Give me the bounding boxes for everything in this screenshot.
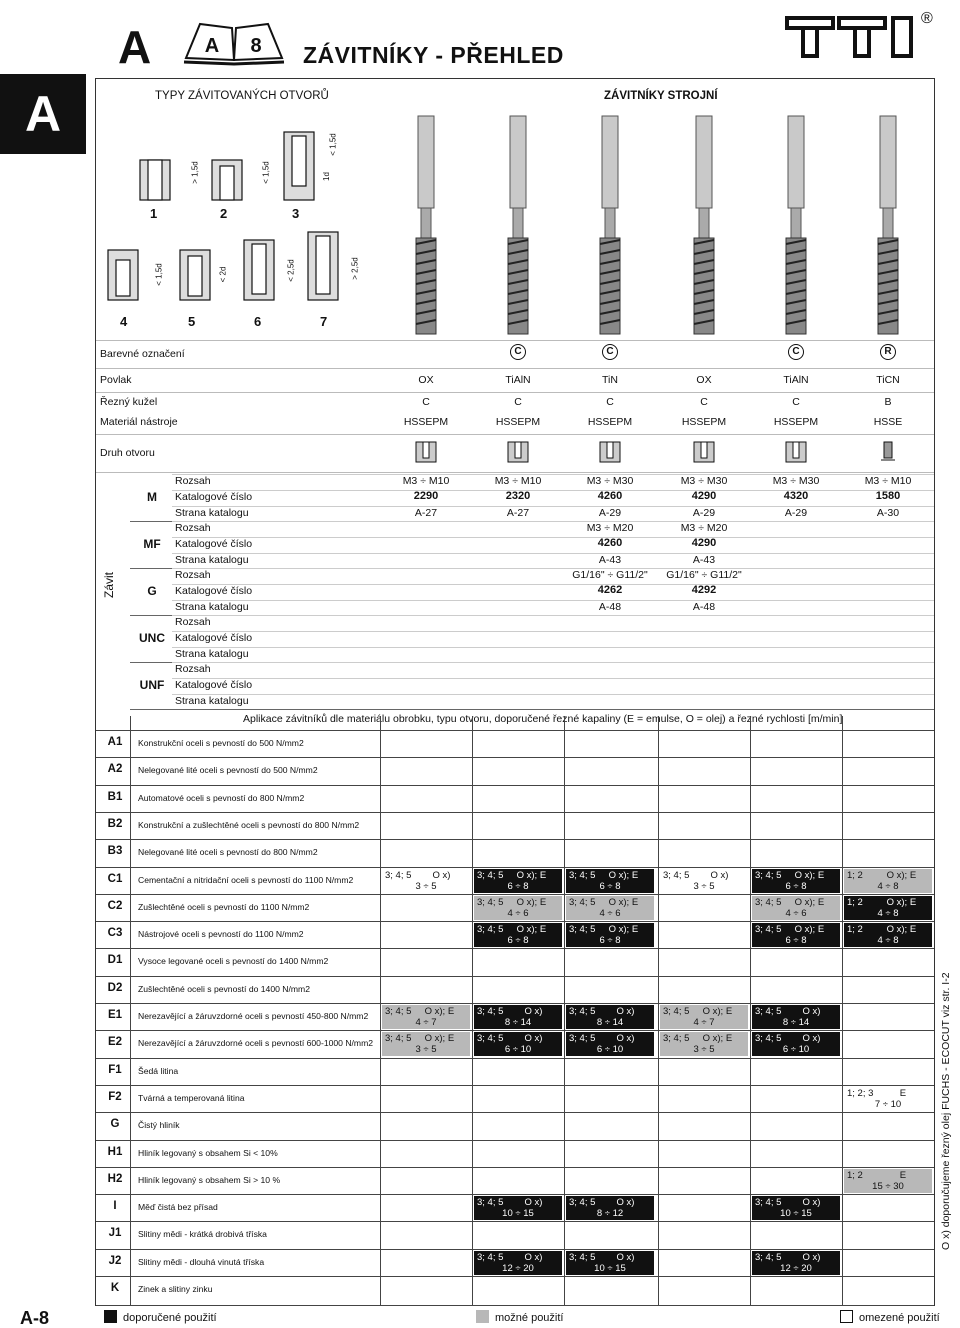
material-code: I — [113, 1200, 117, 1213]
section-letter: A — [118, 21, 152, 73]
application-coolant: 3; 4; 5 O x); E — [755, 896, 825, 908]
hole-kind-icon — [877, 440, 899, 466]
application-speed: 4 ÷ 8 — [877, 880, 899, 892]
material-name: Hliník legovaný s obsahem Si < 10% — [138, 1147, 278, 1158]
application-cell — [844, 869, 932, 893]
material-name: Automatové oceli s pevností do 800 N/mm2 — [138, 792, 305, 803]
thread-row-line — [172, 553, 934, 554]
material-code: C3 — [107, 927, 123, 940]
label-thread: Závit — [102, 571, 116, 598]
color-code-badge: R — [880, 344, 896, 360]
legend-limited-label: omezené použití — [859, 1312, 940, 1324]
thread-group-unf: UNF — [139, 678, 165, 692]
color-code-6 — [842, 344, 934, 360]
thread-rozsah-4: G1/16" ÷ G11/2" — [666, 569, 742, 581]
application-coolant: 3; 4; 5 O x); E — [385, 1006, 455, 1017]
material-name: Nerezavějící a žáruvzdorné oceli s pevností 600-1000 N/mm2 — [138, 1038, 374, 1049]
application-cell — [660, 1005, 748, 1029]
thread-row-line — [172, 631, 934, 632]
material-code: F1 — [108, 1063, 122, 1076]
application-speed: 6 ÷ 8 — [507, 935, 529, 947]
coating-2: TiAlN — [505, 374, 531, 386]
application-speed: 3 ÷ 5 — [415, 1044, 437, 1056]
application-coolant: 3; 4; 5 O x); E — [477, 896, 547, 908]
legend-recommended — [104, 1310, 217, 1324]
material-name: Zinek a slitiny zinku — [138, 1284, 213, 1294]
thread-row-line — [172, 521, 934, 522]
application-speed: 15 ÷ 30 — [872, 1180, 904, 1192]
thread-rozsah-6: M3 ÷ M10 — [864, 475, 912, 487]
material-row-g — [96, 1112, 934, 1139]
thread-sub-label: Katalogové číslo — [175, 632, 253, 644]
application-cell — [844, 1169, 932, 1193]
application-coolant: 3; 4; 5 O x) — [477, 1006, 543, 1017]
application-coolant: 3; 4; 5 O x) — [385, 869, 451, 881]
application-cell — [382, 1032, 470, 1056]
material-code: D1 — [107, 954, 123, 967]
application-cell — [474, 1251, 562, 1275]
application-coolant: 3; 4; 5 O x) — [755, 1006, 821, 1017]
color-code-badge: C — [510, 344, 526, 360]
coating-6: TiCN — [876, 374, 900, 386]
application-speed: 3 ÷ 5 — [693, 1044, 715, 1056]
application-coolant: 3; 4; 5 O x); E — [477, 869, 547, 881]
material-row-k — [96, 1276, 934, 1303]
thread-row-line — [172, 600, 934, 601]
label-color-code: Barevné označení — [100, 348, 185, 360]
hole-num-3: 3 — [292, 206, 300, 221]
application-cell — [752, 1196, 840, 1220]
thread-strana-3: A-43 — [598, 554, 622, 566]
thread-kat-3: 4260 — [597, 490, 623, 502]
application-cell — [566, 1196, 654, 1220]
material-name: Zušlechtěné oceli s pevností do 1100 N/mm2 — [138, 901, 310, 912]
tti-logo — [785, 10, 935, 60]
material-name: Cementační a nitridační oceli s pevností do 1100 N/mm2 — [138, 874, 354, 885]
application-cell — [752, 1251, 840, 1275]
thread-rozsah-2: M3 ÷ M10 — [494, 475, 542, 487]
application-cell — [844, 923, 932, 947]
application-cell — [752, 1032, 840, 1056]
table-bottom-line — [96, 1305, 934, 1306]
thread-group-line — [130, 709, 934, 710]
material-code: D2 — [107, 981, 123, 994]
thread-strana-4: A-29 — [692, 507, 716, 519]
thread-kat-4: 4290 — [691, 537, 717, 549]
material-name: Zušlechtěné oceli s pevností do 1400 N/mm2 — [138, 983, 310, 994]
thread-kat-3: 4260 — [597, 537, 623, 549]
application-cell — [752, 923, 840, 947]
material-name: Nástrojové oceli s pevností do 1100 N/mm2 — [138, 929, 304, 940]
material-code: B3 — [107, 845, 123, 858]
material-code: J1 — [108, 1227, 122, 1240]
hole-num-7: 7 — [320, 314, 328, 329]
thread-rozsah-4: M3 ÷ M30 — [680, 475, 728, 487]
thread-group-m: M — [147, 490, 157, 504]
application-speed: 6 ÷ 8 — [785, 935, 807, 947]
application-coolant: 1; 2 O x); E — [847, 869, 917, 881]
thread-row-line — [172, 568, 934, 569]
book-icon — [180, 18, 288, 68]
label-tool-material: Materiál nástroje — [100, 416, 178, 428]
legend-limited — [840, 1310, 940, 1324]
page-number: A-8 — [20, 1308, 50, 1328]
material-code: C2 — [107, 899, 123, 912]
hole-6-depth: < 2,5d — [286, 259, 296, 282]
application-coolant: 3; 4; 5 O x) — [569, 1197, 635, 1209]
material-4: HSSEPM — [681, 416, 727, 428]
application-coolant: 3; 4; 5 O x); E — [663, 1033, 733, 1045]
material-5: HSSEPM — [773, 416, 819, 428]
color-code-5 — [750, 344, 842, 360]
cone-2: C — [514, 396, 522, 408]
thread-row-line — [172, 662, 934, 663]
cone-1: C — [422, 396, 430, 408]
thread-rozsah-1: M3 ÷ M10 — [402, 475, 450, 487]
material-name: Nelegované lité oceli s pevností do 800 N/mm2 — [138, 847, 318, 858]
application-speed: 6 ÷ 8 — [507, 880, 529, 892]
tap-image-5 — [750, 114, 842, 338]
tap-image-4 — [658, 114, 750, 338]
hole-num-1: 1 — [150, 206, 158, 221]
hole-kind-icon — [599, 440, 621, 466]
thread-kat-4: 4292 — [691, 584, 717, 596]
application-cell — [566, 1032, 654, 1056]
hole-num-4: 4 — [120, 314, 128, 329]
hole-kind-icon — [785, 440, 807, 466]
material-code: E2 — [107, 1036, 123, 1049]
coating-1: OX — [418, 374, 434, 386]
material-name: Nelegované lité oceli s pevností do 500 N/mm2 — [138, 765, 318, 776]
material-code: A2 — [107, 763, 123, 776]
application-coolant: 3; 4; 5 O x) — [569, 1251, 635, 1263]
application-coolant: 3; 4; 5 O x); E — [569, 896, 639, 908]
thread-row-line — [172, 647, 934, 648]
application-cell — [566, 1005, 654, 1029]
application-speed: 4 ÷ 7 — [415, 1017, 437, 1028]
thread-sub-label: Katalogové číslo — [175, 491, 253, 503]
material-name: Slitiny mědi - krátká drobivá tříska — [138, 1229, 267, 1240]
application-coolant: 3; 4; 5 O x) — [477, 1033, 543, 1045]
application-cell — [566, 923, 654, 947]
application-speed: 8 ÷ 14 — [504, 1017, 532, 1028]
material-name: Šedá litina — [138, 1065, 179, 1076]
material-name: Měď čistá bez přísad — [138, 1202, 218, 1213]
application-cell — [474, 869, 562, 893]
thread-row-line — [172, 694, 934, 695]
thread-sub-label: Rozsah — [175, 522, 211, 534]
hole-kind-icon — [507, 440, 529, 466]
application-coolant: 3; 4; 5 O x) — [569, 1006, 635, 1017]
thread-rozsah-3: M3 ÷ M20 — [586, 522, 634, 534]
label-hole-kind: Druh otvoru — [100, 447, 155, 459]
thread-rozsah-3: G1/16" ÷ G11/2" — [572, 569, 648, 581]
application-coolant: 3; 4; 5 O x); E — [755, 869, 825, 881]
thread-row-line — [172, 678, 934, 679]
material-name: Konstrukční a zušlechtěné oceli s pevností do 800 N/mm2 — [138, 819, 360, 830]
hole-num-2: 2 — [220, 206, 228, 221]
book-code-num: 8 — [250, 35, 262, 57]
thread-row-line — [172, 615, 934, 616]
application-speed: 4 ÷ 6 — [507, 907, 529, 919]
application-coolant: 1; 2 E — [847, 1169, 907, 1181]
thread-kat-5: 4320 — [783, 490, 809, 502]
hole-3-extra: 1d — [321, 172, 331, 181]
application-speed: 10 ÷ 15 — [780, 1208, 812, 1220]
thread-strana-6: A-30 — [876, 507, 900, 519]
hole-5-depth: < 2d — [218, 266, 228, 283]
material-name: Vysoce legované oceli s pevností do 1400 N/mm2 — [138, 956, 329, 967]
thread-rozsah-5: M3 ÷ M30 — [772, 475, 820, 487]
application-coolant: 3; 4; 5 O x); E — [569, 924, 639, 936]
thread-kat-2: 2320 — [505, 490, 531, 502]
legend-swatch-black — [104, 1310, 117, 1323]
thread-strana-4: A-48 — [692, 601, 716, 613]
material-code: G — [110, 1118, 120, 1131]
label-coating: Povlak — [100, 374, 132, 386]
thread-sub-label: Strana katalogu — [175, 695, 249, 707]
application-coolant: 3; 4; 5 O x); E — [385, 1033, 455, 1045]
application-coolant: 1; 2 O x); E — [847, 896, 917, 908]
application-coolant: 3; 4; 5 O x) — [477, 1197, 543, 1209]
material-name: Slitiny mědi - dlouhá vinutá tříska — [138, 1256, 265, 1267]
application-speed: 4 ÷ 7 — [693, 1017, 715, 1028]
application-speed: 4 ÷ 6 — [599, 907, 621, 919]
subheader-hole-types: TYPY ZÁVITOVANÝCH OTVORŮ — [155, 90, 329, 102]
application-speed: 10 ÷ 15 — [594, 1262, 626, 1274]
material-code: F2 — [108, 1090, 122, 1103]
color-code-badge: C — [602, 344, 618, 360]
thread-kat-6: 1580 — [875, 490, 901, 502]
material-code: B1 — [107, 790, 123, 803]
application-coolant: 3; 4; 5 O x) — [755, 1251, 821, 1263]
label-cutting-cone: Řezný kužel — [100, 396, 158, 408]
color-code-badge: C — [788, 344, 804, 360]
hole-types-diagram — [100, 110, 380, 340]
legend-recommended-label: doporučené použití — [123, 1312, 217, 1324]
thread-kat-4: 4290 — [691, 490, 717, 502]
application-cell — [752, 896, 840, 920]
coating-4: OX — [696, 374, 712, 386]
thread-strana-3: A-29 — [598, 507, 622, 519]
thread-kat-3: 4262 — [597, 584, 623, 596]
hole-num-6: 6 — [254, 314, 262, 329]
application-speed: 8 ÷ 12 — [596, 1208, 624, 1220]
application-coolant: 3; 4; 5 O x) — [755, 1197, 821, 1209]
thread-sub-label: Strana katalogu — [175, 554, 249, 566]
material-code: H2 — [107, 1172, 123, 1185]
thread-strana-5: A-29 — [784, 507, 808, 519]
application-cell — [566, 896, 654, 920]
thread-sub-label: Strana katalogu — [175, 601, 249, 613]
application-speed: 6 ÷ 8 — [599, 880, 621, 892]
application-speed: 8 ÷ 14 — [596, 1017, 624, 1028]
color-code-2 — [472, 344, 564, 360]
hole-num-5: 5 — [188, 314, 196, 329]
application-cell — [382, 1005, 470, 1029]
tap-image-3 — [564, 114, 656, 338]
coating-3: TiN — [602, 374, 618, 386]
application-cell — [844, 896, 932, 920]
hole-3-depth: < 1,5d — [328, 133, 338, 156]
subheader-machine-taps: ZÁVITNÍKY STROJNÍ — [604, 90, 718, 102]
legend-swatch-gray — [476, 1310, 489, 1323]
application-cell — [660, 869, 748, 893]
thread-sub-label: Rozsah — [175, 475, 211, 487]
application-speed: 3 ÷ 5 — [693, 880, 715, 892]
material-1: HSSEPM — [403, 416, 449, 428]
thread-strana-2: A-27 — [506, 507, 530, 519]
book-code-a: A — [204, 35, 220, 57]
application-coolant: 3; 4; 5 O x); E — [477, 924, 547, 936]
thread-sub-label: Rozsah — [175, 569, 211, 581]
material-name: Nerezavějící a žáruvzdorné oceli s pevností 450-800 N/mm2 — [138, 1011, 369, 1021]
material-6: HSSE — [873, 416, 903, 428]
material-code: K — [110, 1282, 120, 1294]
application-speed: 6 ÷ 10 — [596, 1044, 624, 1056]
material-name: Čistý hliník — [138, 1120, 180, 1131]
section-tab: A — [0, 74, 86, 154]
thread-group-mf: MF — [143, 537, 161, 551]
application-speed: 12 ÷ 20 — [502, 1262, 534, 1274]
thread-sub-label: Katalogové číslo — [175, 538, 253, 550]
hole-2-depth: < 1,5d — [261, 161, 271, 184]
side-note: O x) doporučujeme řezný olej FUCHS - ECOCUT viz str. I-2 — [940, 972, 952, 1250]
thread-sub-label: Katalogové číslo — [175, 679, 253, 691]
hole-7-depth: > 2,5d — [350, 257, 360, 280]
application-coolant: 3; 4; 5 O x) — [569, 1033, 635, 1045]
material-code: B2 — [107, 817, 123, 830]
page-title: ZÁVITNÍKY - PŘEHLED — [303, 42, 564, 68]
material-code: C1 — [107, 872, 123, 885]
application-coolant: 3; 4; 5 O x) — [477, 1251, 543, 1263]
application-speed: 6 ÷ 10 — [782, 1044, 810, 1056]
thread-sub-label: Rozsah — [175, 663, 211, 675]
application-cell — [844, 1087, 932, 1111]
application-speed: 3 ÷ 5 — [415, 880, 437, 892]
hole-1-depth: > 1,5d — [190, 161, 200, 184]
coating-5: TiAlN — [783, 374, 809, 386]
thread-sub-label: Katalogové číslo — [175, 585, 253, 597]
application-speed: 12 ÷ 20 — [780, 1262, 812, 1274]
legend-possible-label: možné použití — [495, 1312, 564, 1324]
application-speed: 7 ÷ 10 — [874, 1098, 902, 1110]
legend-swatch-white — [840, 1310, 853, 1323]
application-coolant: 3; 4; 5 O x); E — [755, 924, 825, 936]
thread-row-line — [172, 537, 934, 538]
application-speed: 4 ÷ 8 — [877, 935, 899, 947]
thread-sub-label: Strana katalogu — [175, 648, 249, 660]
legend-possible — [476, 1310, 563, 1324]
thread-kat-1: 2290 — [413, 490, 439, 502]
thread-rozsah-4: M3 ÷ M20 — [680, 522, 728, 534]
cone-6: B — [884, 396, 892, 408]
application-coolant: 3; 4; 5 O x); E — [569, 869, 639, 881]
application-coolant: 3; 4; 5 O x) — [663, 869, 729, 881]
application-cell — [474, 923, 562, 947]
tap-image-2 — [472, 114, 564, 338]
tap-image-6 — [842, 114, 934, 338]
application-speed: 6 ÷ 10 — [504, 1044, 532, 1056]
material-3: HSSEPM — [587, 416, 633, 428]
thread-group-g: G — [147, 584, 157, 598]
hole-kind-icon — [693, 440, 715, 466]
material-row-f1 — [96, 1058, 934, 1085]
material-name: Hliník legovaný s obsahem Si > 10 % — [138, 1174, 281, 1185]
thread-strana-3: A-48 — [598, 601, 622, 613]
cone-3: C — [606, 396, 614, 408]
application-speed: 8 ÷ 14 — [782, 1017, 810, 1028]
hole-kind-icon — [415, 440, 437, 466]
application-speed: 4 ÷ 6 — [785, 907, 807, 919]
material-code: A1 — [107, 736, 123, 748]
application-coolant: 3; 4; 5 O x); E — [663, 1006, 733, 1017]
color-code-3 — [564, 344, 656, 360]
application-cell — [474, 1005, 562, 1029]
material-code: H1 — [107, 1145, 123, 1158]
thread-rozsah-3: M3 ÷ M30 — [586, 475, 634, 487]
application-speed: 6 ÷ 8 — [599, 935, 621, 947]
cone-4: C — [700, 396, 708, 408]
cone-5: C — [792, 396, 800, 408]
application-cell — [382, 869, 470, 893]
application-speed: 6 ÷ 8 — [785, 880, 807, 892]
registered-mark: ® — [921, 10, 933, 27]
material-2: HSSEPM — [495, 416, 541, 428]
application-cell — [474, 1032, 562, 1056]
application-cell — [566, 869, 654, 893]
application-cell — [474, 1196, 562, 1220]
application-cell — [752, 869, 840, 893]
application-cell — [660, 1032, 748, 1056]
application-coolant: 1; 2 O x); E — [847, 924, 917, 936]
application-speed: 4 ÷ 8 — [877, 907, 899, 919]
thread-group-unc: UNC — [139, 631, 165, 645]
thread-strana-1: A-27 — [414, 507, 438, 519]
material-code: E1 — [107, 1009, 123, 1021]
hole-4-depth: < 1,5d — [154, 263, 164, 286]
thread-row-line — [172, 584, 934, 585]
application-note: Aplikace závitníků dle materiálu obrobku, typu otvoru, doporučené řezné kapaliny (E = emulse, O = olej) a řezné rychlosti [m/min] — [243, 713, 843, 725]
material-name: Tvárná a temperovaná litina — [138, 1092, 245, 1103]
material-name: Konstrukční oceli s pevností do 500 N/mm2 — [138, 738, 304, 748]
application-coolant: 3; 4; 5 O x) — [755, 1033, 821, 1045]
thread-sub-label: Rozsah — [175, 616, 211, 628]
tap-image-1 — [380, 114, 472, 338]
application-cell — [566, 1251, 654, 1275]
application-coolant: 1; 2; 3 E — [847, 1087, 907, 1099]
thread-strana-4: A-43 — [692, 554, 716, 566]
application-speed: 10 ÷ 15 — [502, 1208, 534, 1220]
application-cell — [474, 896, 562, 920]
thread-sub-label: Strana katalogu — [175, 507, 249, 519]
application-cell — [752, 1005, 840, 1029]
material-code: J2 — [108, 1254, 122, 1267]
